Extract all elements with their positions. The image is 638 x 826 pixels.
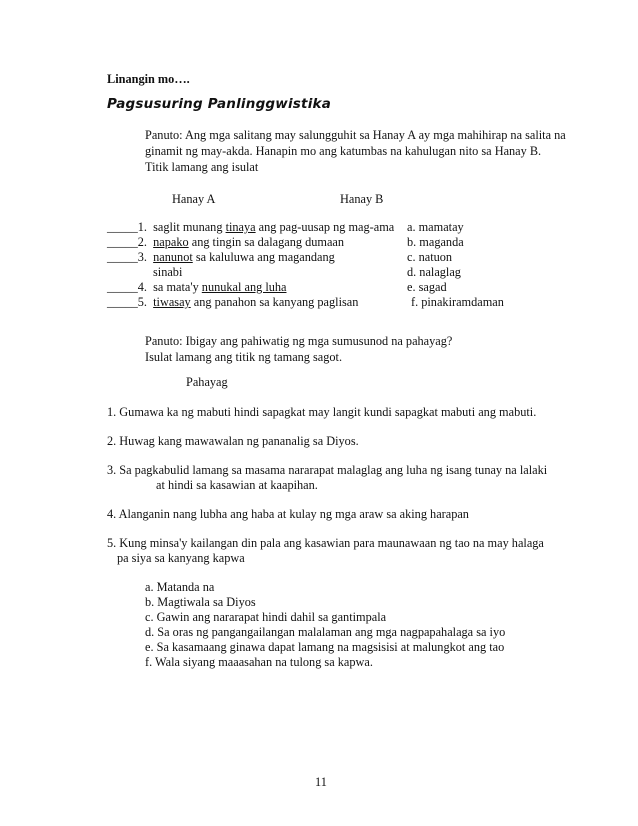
item-row	[107, 235, 344, 250]
item-row	[107, 280, 287, 295]
answer-blank[interactable]: _____	[107, 250, 138, 264]
choice-b: c. natuon	[407, 250, 453, 264]
statement: 3. Sa pagkabulid lamang sa masama nararapat malaglag ang luha ng isang tunay na lalaki	[107, 463, 548, 477]
subheading: Pagsusuring Panlinggwistika	[107, 96, 332, 112]
choice-b: e. sagad	[407, 280, 447, 294]
item-text: sa mata'y	[153, 280, 202, 294]
underlined-word: nanunot	[153, 250, 193, 264]
item-text: ang tingin sa dalagang dumaan	[188, 235, 345, 249]
section-heading: Linangin mo….	[107, 72, 190, 86]
instruction-line: Panuto: Ibigay ang pahiwatig ng mga sumusunod na pahayag?	[145, 334, 453, 348]
item-number: 2.	[137, 235, 147, 249]
instruction-line: Isulat lamang ang titik ng tamang sagot.	[145, 350, 343, 364]
choice-item: f. Wala siyang maaasahan na tulong sa kapwa.	[145, 655, 373, 669]
instruction-line: Panuto: Ang mga salitang may salungguhit sa Hanay A ay mga mahihirap na salita na	[145, 128, 566, 142]
item-number: 4.	[137, 280, 147, 294]
item-number: 5.	[137, 295, 147, 309]
answer-blank[interactable]: _____	[107, 295, 138, 309]
underlined-word: tiwasay	[153, 295, 191, 309]
choice-item: b. Magtiwala sa Diyos	[145, 595, 256, 609]
statement: 4. Alanganin nang lubha ang haba at kulay ng mga araw sa aking harapan	[107, 507, 469, 521]
item-number: 3.	[137, 250, 147, 264]
statement: 5. Kung minsa'y kailangan din pala ang kasawian para maunawaan ng tao na may halaga	[107, 536, 544, 550]
pahayag-title: Pahayag	[186, 375, 228, 389]
choice-b: b. maganda	[407, 235, 464, 249]
instruction-line: Titik lamang ang isulat	[145, 160, 259, 174]
statement: 1. Gumawa ka ng mabuti hindi sapagkat may langit kundi sapagkat mabuti ang mabuti.	[107, 405, 537, 419]
column-a-title: Hanay A	[172, 192, 216, 206]
item-text: saglit munang	[153, 220, 226, 234]
choice-item: d. Sa oras ng pangangailangan malalaman ang mga nagpapahalaga sa iyo	[145, 625, 506, 639]
item-text: ang pag-uusap ng mag-ama	[255, 220, 395, 234]
choice-b: f. pinakiramdaman	[411, 295, 504, 309]
answer-blank[interactable]: _____	[107, 220, 138, 234]
choice-item: c. Gawin ang nararapat hindi dahil sa gantimpala	[145, 610, 387, 624]
item-row	[107, 250, 335, 265]
item-row	[107, 295, 358, 310]
choice-b: a. mamatay	[407, 220, 464, 234]
page-number: 11	[315, 775, 327, 789]
instruction-line: ginamit ng may-akda. Hanapin mo ang katumbas na kahulugan nito sa Hanay B.	[145, 144, 542, 158]
item-number: 1.	[137, 220, 147, 234]
item-text: sa kaluluwa ang magandang	[192, 250, 335, 264]
answer-blank[interactable]: _____	[107, 235, 138, 249]
choice-b: d. nalaglag	[407, 265, 461, 279]
item-continuation: sinabi	[153, 265, 183, 279]
item-row	[107, 220, 394, 235]
underlined-word: nunukal ang luha	[201, 280, 287, 294]
choice-item: e. Sa kasamaang ginawa dapat lamang na magsisisi at malungkot ang tao	[145, 640, 505, 654]
answer-blank[interactable]: _____	[107, 280, 138, 294]
statement-continuation: at hindi sa kasawian at kaapihan.	[156, 478, 318, 492]
item-text: ang panahon sa kanyang paglisan	[190, 295, 359, 309]
column-b-title: Hanay B	[340, 192, 384, 206]
underlined-word: tinaya	[225, 220, 256, 234]
statement: 2. Huwag kang mawawalan ng pananalig sa Diyos.	[107, 434, 359, 448]
choice-item: a. Matanda na	[145, 580, 215, 594]
underlined-word: napako	[153, 235, 189, 249]
statement-continuation: pa siya sa kanyang kapwa	[117, 551, 245, 565]
